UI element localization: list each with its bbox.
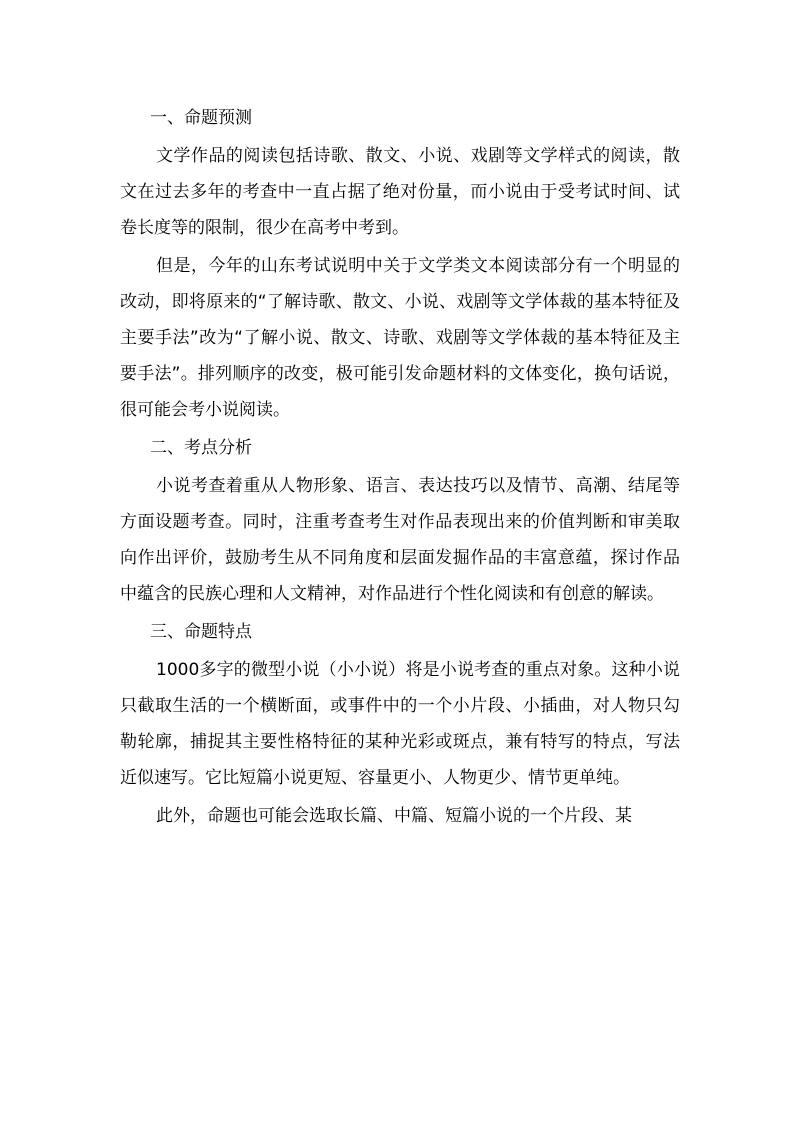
paragraph-micro-fiction: 1000多字的微型小说（小小说）将是小说考查的重点对象。这种小说只截取生活的一个横断面，或事件中的一个小片段、小插曲，对人物只勾勒轮廓，捕捉其主要性格特征的某种光彩或斑点，兼有特写的特点，写法近似速写。它比短篇小说更短、容量更小、人物更少、情节更单纯。 <box>120 660 680 788</box>
paragraph-literary-reading: 文学作品的阅读包括诗歌、散文、小说、戏剧等文学样式的阅读，散文在过去多年的考查中一直占据了绝对份量，而小说由于受考试时间、试卷长度等的限制，很少在高考中考到。 <box>120 146 680 238</box>
document-body <box>120 100 680 836</box>
section-heading-prediction: 一、命题预测 <box>150 108 252 128</box>
paragraph-shandong-change: 但是，今年的山东考试说明中关于文学类文本阅读部分有一个明显的改动，即将原来的“了解诗歌、散文、小说、戏剧等文学体裁的基本特征及主要手法”改为“了解小说、散文、诗歌、戏剧等文学体裁的基本特征及主要手法”。排列顺序的改变，极可能引发命题材料的文体变化，换句话说，很可能会考小说阅读。 <box>120 256 680 420</box>
paragraph-excerpt-selection: 此外，命题也可能会选取长篇、中篇、短篇小说的一个片段、某 <box>156 806 632 826</box>
paragraph-exam-focus: 小说考查着重从人物形象、语言、表达技巧以及情节、高潮、结尾等方面设题考查。同时，注重考查考生对作品表现出来的价值判断和审美取向作出评价，鼓励考生从不同角度和层面发掘作品的丰富意蕴，探讨作品中蕴含的民族心理和人文精神，对作品进行个性化阅读和有创意的解读。 <box>120 476 680 604</box>
section-heading-features: 三、命题特点 <box>150 622 252 642</box>
section-heading-analysis: 二、考点分析 <box>150 438 252 458</box>
